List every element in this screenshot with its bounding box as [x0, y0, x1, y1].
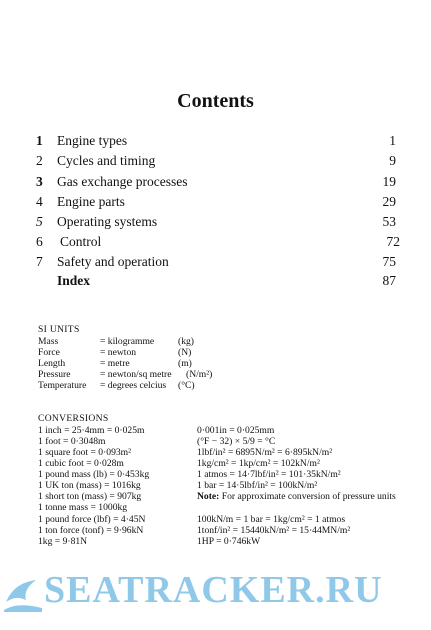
- toc-number: 6: [36, 234, 43, 249]
- si-symbol: (°C): [178, 380, 195, 391]
- conversion-item: (°F − 32) × 5/9 = °C: [197, 436, 276, 447]
- toc-page: 29: [382, 194, 396, 209]
- conversion-item: 1kg = 9·81N: [38, 536, 88, 547]
- toc-number: 4: [36, 194, 43, 209]
- toc-number: 5: [36, 214, 43, 229]
- toc-entry: [36, 194, 396, 214]
- watermark: [0, 566, 431, 616]
- toc-entry: [36, 174, 396, 194]
- si-quantity: Pressure: [38, 369, 71, 380]
- conversion-item: 0·001in = 0·025mm: [197, 425, 275, 436]
- si-unit: = newton: [100, 347, 137, 358]
- page-title: Contents: [177, 90, 254, 112]
- toc-entry: [36, 153, 396, 173]
- toc-title: Cycles and timing: [57, 153, 156, 168]
- si-units-heading: SI UNITS: [38, 324, 80, 335]
- si-quantity: Force: [38, 347, 60, 358]
- note-label: Note:: [197, 491, 220, 502]
- conversion-item: 1 foot = 0·3048m: [38, 436, 106, 447]
- toc-entry: [36, 214, 396, 234]
- si-symbol: (kg): [178, 336, 194, 347]
- conversion-item: 1kg/cm² = 1kp/cm² = 102kN/m²: [197, 458, 320, 469]
- toc-page: 87: [382, 273, 396, 288]
- conversion-item: 1 square foot = 0·093m²: [38, 447, 132, 458]
- toc-title: Operating systems: [57, 214, 158, 229]
- conversion-item: 1 pound mass (lb) = 0·453kg: [38, 469, 150, 480]
- si-symbol: (N/m²): [186, 369, 213, 380]
- si-symbol: (N): [178, 347, 192, 358]
- toc-title: Safety and operation: [57, 254, 169, 269]
- toc-entry: [36, 234, 400, 254]
- conversion-item: 1HP = 0·746kW: [197, 536, 261, 547]
- toc-title: Engine types: [57, 133, 128, 148]
- conversion-item: 1 ton force (tonf) = 9·96kN: [38, 525, 144, 536]
- toc-entry: [36, 133, 396, 153]
- toc-page: 9: [389, 153, 396, 168]
- conversion-item: 1 UK ton (mass) = 1016kg: [38, 480, 141, 491]
- toc-number: 2: [36, 153, 43, 168]
- toc-title: Index: [57, 273, 91, 288]
- toc-title: Gas exchange processes: [57, 174, 188, 189]
- conversion-item: 1 pound force (lbf) = 4·45N: [38, 514, 146, 525]
- toc-entry: [36, 254, 396, 274]
- si-quantity: Mass: [38, 336, 59, 347]
- si-quantity: Temperature: [38, 380, 87, 391]
- toc-page: 72: [386, 234, 400, 249]
- toc-page: 19: [382, 174, 396, 189]
- toc-page: 53: [382, 214, 396, 229]
- toc-page: 75: [382, 254, 396, 269]
- conversion-item: 1 inch = 25·4mm = 0·025m: [38, 425, 145, 436]
- si-unit: = metre: [100, 358, 130, 369]
- conversion-item: 100kN/m = 1 bar = 1kg/cm² = 1 atmos: [197, 514, 346, 525]
- toc-number: 3: [36, 174, 43, 189]
- toc-title: Control: [60, 234, 102, 249]
- wave-logo-icon: [2, 568, 46, 614]
- conversion-item: 1 atmos = 14·7lbf/in² = 101·35kN/m²: [197, 469, 341, 480]
- conversion-item: 1 cubic foot = 0·028m: [38, 458, 124, 469]
- si-unit: = kilogramme: [100, 336, 155, 347]
- conversion-item: 1lbf/in² = 6895N/m² = 6·895kN/m²: [197, 447, 333, 458]
- si-unit: = newton/sq metre: [100, 369, 172, 380]
- si-quantity: Length: [38, 358, 66, 369]
- toc-page: 1: [389, 133, 396, 148]
- toc-entry: [36, 273, 396, 293]
- conversion-item: 1 bar = 14·5lbf/in² = 100kN/m²: [197, 480, 318, 491]
- conversions-heading: CONVERSIONS: [38, 413, 109, 424]
- conversion-item: 1 tonne mass = 1000kg: [38, 502, 128, 513]
- note-text: For approximate conversion of pressure units: [221, 491, 396, 502]
- conversion-item: 1tonf/in² = 15440kN/m² = 15·44MN/m²: [197, 525, 351, 536]
- pressure-note: [197, 491, 397, 502]
- toc-title: Engine parts: [57, 194, 125, 209]
- conversion-item: 1 short ton (mass) = 907kg: [38, 491, 142, 502]
- toc-number: 7: [36, 254, 43, 269]
- si-unit: = degrees celcius: [100, 380, 167, 391]
- toc-number: 1: [36, 133, 43, 148]
- si-symbol: (m): [178, 358, 192, 369]
- watermark-text: SEATRACKER.RU: [44, 569, 383, 611]
